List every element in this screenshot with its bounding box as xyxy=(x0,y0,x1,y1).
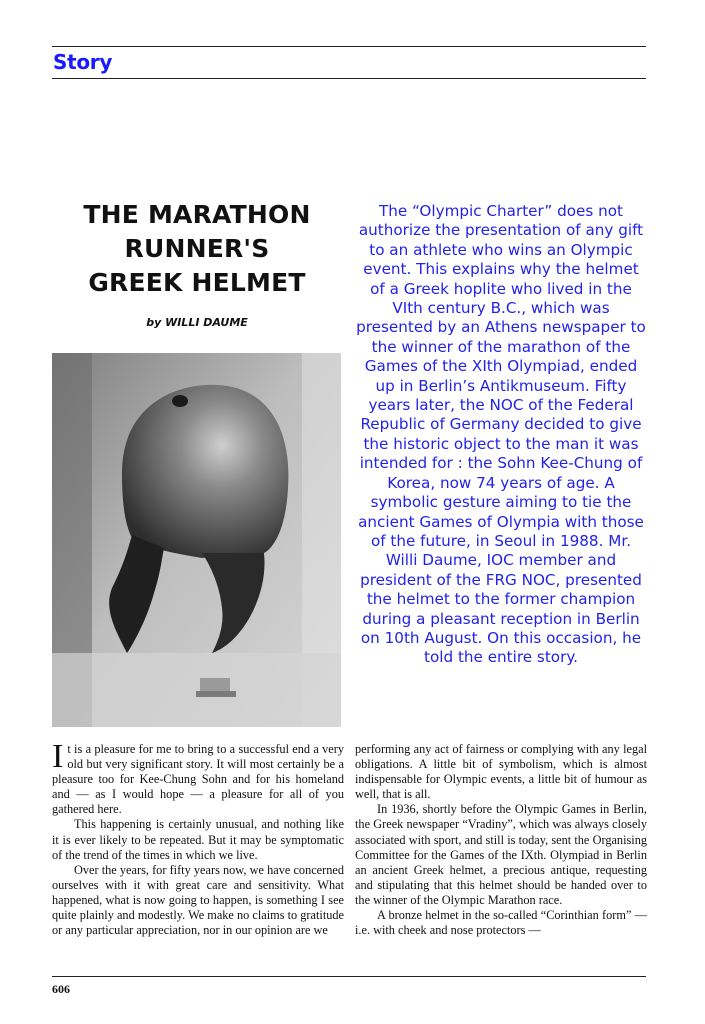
header-rule xyxy=(52,78,646,79)
left-paragraph-3: Over the years, for fifty years now, we have concerned ourselves with it with great care and sensitivity. What happened, what is now going to happen, is something I see quite plainly and modestly. We make no claims to gratitude or any particular appreciation, nor in our opinion are we xyxy=(52,862,344,938)
right-paragraph-2: In 1936, shortly before the Olympic Games in Berlin, the Greek newspaper “Vradiny”, which was always closely associated with sport, and still is today, sent the Organising Committee for the Games of the IXth. Olympiad in Berlin an ancient Greek helmet, a precious antique, requesting and stipulating that this helmet should be handed over to the winner of the Olympic Marathon race. xyxy=(355,802,647,907)
title-line-1: THE MARATHON xyxy=(83,200,311,229)
intro-text: The “Olympic Charter” does not authorize the presentation of any gift to an athlete who wins an Olympic event. This explains why the helmet of a Greek hoplite who lived in the VIth century B.C., which was presented by an Athens newspaper to the winner of the marathon of the Games of the XIth Olympiad, ended up in Berlin’s Antikmuseum. Fifty years later, the NOC of the Federal Republic of Germany decided to give the historic object to the man it was intended for : the Sohn Kee-Chung of Korea, now 74 years of age. A symbolic gesture aiming to tie the ancient Games of Olympia with those of the future, in Seoul in 1988. Mr. Willi Daume, IOC member and president of the FRG NOC, presented the helmet to the former champion during a pleasant reception in Berlin on 10th August. On this occasion, he told the entire story. xyxy=(356,202,646,667)
right-paragraph-1: performing any act of fairness or complying with any legal obligations. A little bit of symbolism, which is almost indispensable for Olympic events, a little bit of humour as well, that is all. xyxy=(355,742,647,802)
section-label: Story xyxy=(53,50,113,74)
left-paragraph-1 xyxy=(52,738,344,817)
byline: by WILLI DAUME xyxy=(146,316,248,329)
top-rule xyxy=(52,46,646,47)
left-paragraph-1-text: t is a pleasure for me to bring to a successful end a very old but very significant story. It will most certainly be a pleasure too for Kee-Chung Sohn and for his homeland and — as I would hope — a pleasure for all of you gathered here. xyxy=(52,742,344,817)
title-line-2: RUNNER'S xyxy=(124,234,270,263)
footer-rule xyxy=(52,976,646,977)
helmet-photo xyxy=(52,353,341,727)
left-column xyxy=(52,738,344,938)
right-paragraph-3: A bronze helmet in the so-called “Corinthian form” — i.e. with cheek and nose protectors — xyxy=(355,908,647,938)
drop-cap: I xyxy=(52,738,64,775)
article-title xyxy=(52,198,342,300)
title-line-3: GREEK HELMET xyxy=(88,268,306,297)
page-number: 606 xyxy=(52,982,70,996)
left-paragraph-2: This happening is certainly unusual, and nothing like it is ever likely to be repeated. But it may be symptomatic of the trend of the times in which we live. xyxy=(52,817,344,862)
right-column xyxy=(355,742,647,938)
